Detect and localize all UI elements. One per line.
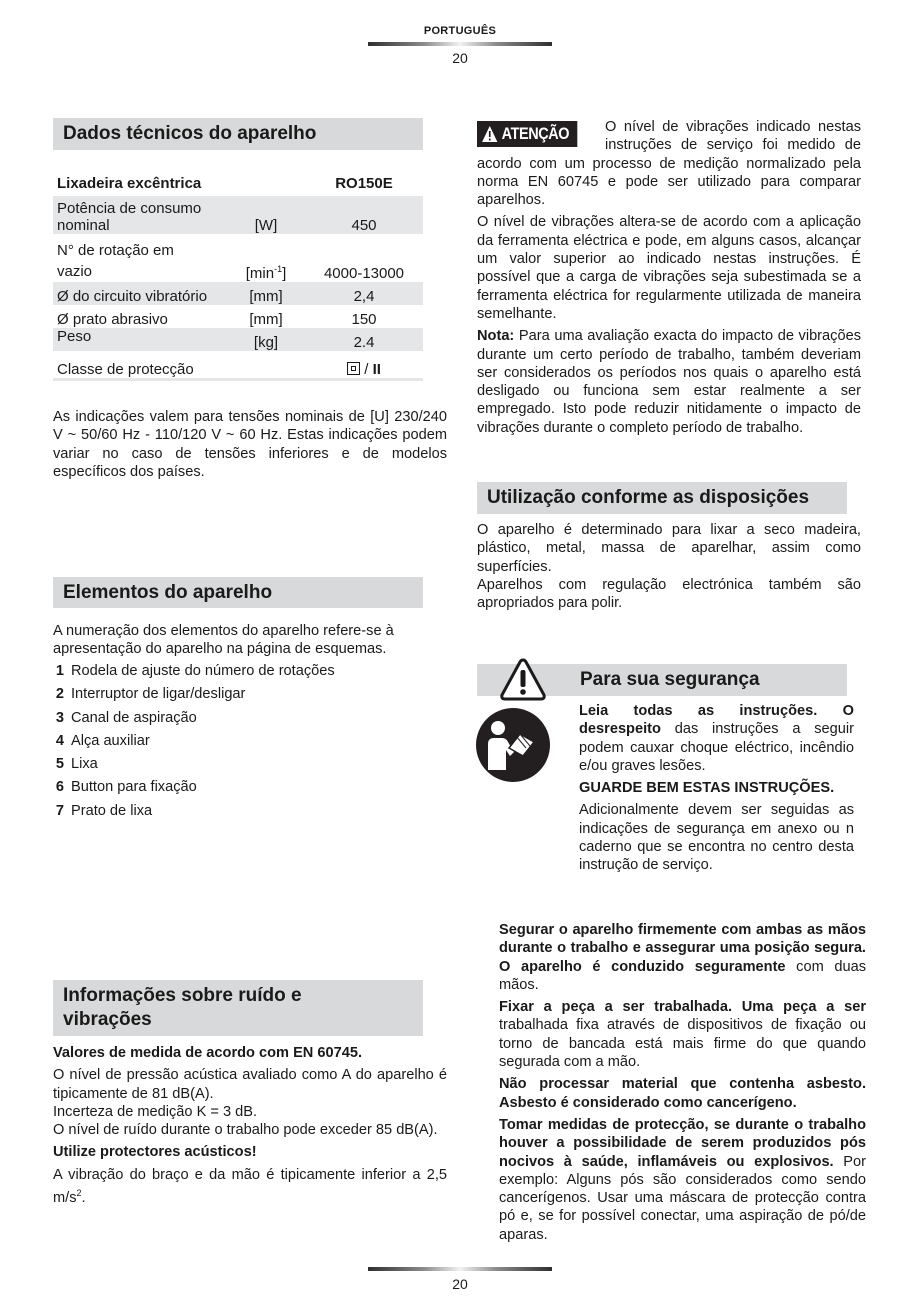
safety-intro (579, 702, 854, 879)
attention-badge: ATENÇÃO (477, 121, 577, 147)
warning-triangle-icon (498, 657, 548, 703)
attention-text-2: O nível de vibrações altera-se de acordo com a aplicação da ferramenta eléctrica e pode, em alguns casos, alcançar um valor superior ao indicado nestas instruções. É possível que a carga de vibrações seja subestimada se a ferramenta eléctrica for regularmente utilizada de maneira semelhante. (477, 214, 861, 322)
product-label: Lixadeira excêntrica (57, 174, 202, 192)
additional-safety-text: Adicionalmente devem ser seguidas as indicações de segurança em anexo ou n caderno que se encontra no centro desta instrução de serviço. (579, 802, 854, 874)
list-item: 5 Lixa (55, 756, 98, 773)
section-title-safety: Para sua segurança (477, 664, 847, 696)
attention-text-1: O nível de vibrações indicado nestas instruções de serviço foi medido de acordo com um processo de medição normalizado pela norma EN 60745 e pode ser utilizado para comparar aparelhos. (477, 119, 861, 209)
tech-data-table (53, 170, 423, 381)
attention-nota: Nota: Para uma avaliação exacta do impacto de vibrações durante um certo período de trabalho, também deveriam ser considerados os períodos nos quais o aparelho está desligado ou funciona sem estar realmente a ser empregado. Isto pode reduzir nitidamente o impacto de vibrações durante o completo período de trabalho. (477, 328, 861, 436)
footer-page-number: 20 (452, 1276, 468, 1292)
voltage-note: As indicações valem para tensões nominais de [U] 230/240 V ~ 50/60 Hz - 110/120 V ~ 60 Hz. Estas indicações podem variar no caso de tensões inferiores e de modelos específicos dos países. (53, 409, 447, 480)
section-title-intended-use: Utilização conforme as disposições (477, 482, 847, 514)
safety-rule: Não processar material que contenha asbesto. Asbesto é considerado como cancerígeno. (499, 1076, 866, 1111)
noise-uncertainty-text: Incerteza de medição K = 3 dB. (53, 1103, 258, 1120)
language-label: PORTUGUÊS (423, 25, 497, 37)
elements-list (46, 660, 335, 823)
list-item: 1 Rodela de ajuste do número de rotações (55, 663, 335, 679)
safety-rules (499, 921, 866, 1248)
attention-block (477, 118, 861, 441)
noise-section-body (53, 1044, 447, 1211)
spec-row-power: Potência de consumo nominal [W] 450 (53, 196, 423, 234)
elements-intro: A numeração dos elementos do aparelho refere-se à apresentação do aparelho na página de esquemas. (53, 623, 394, 658)
noise-subtitle: Valores de medida de acordo com EN 60745. (53, 1045, 363, 1061)
spec-row-pad: Ø prato abrasivo [mm] 150 (57, 311, 377, 328)
list-item: 4 Alça auxiliar (55, 732, 150, 749)
vibration-text: A vibração do braço e da mão é tipicamente inferior a 2,5 $m/s^2$. (53, 1166, 447, 1206)
spec-row-weight: Peso [kg] 2.4 (53, 328, 423, 351)
list-item: 3 Canal de aspiração (55, 709, 197, 726)
spec-row-orbit: Ø do circuito vibratório [mm] 2,4 (53, 282, 423, 305)
section-title-noise: Informações sobre ruído e vibrações (53, 980, 423, 1036)
safety-rule: Segurar o aparelho firmemente com ambas as mãos durante o trabalho e assegurar uma posição segura. O aparelho é conduzido seguramente com duas mãos. (499, 922, 867, 993)
read-instructions-text: Leia todas as instruções. O desrespeito das instruções a seguir podem cauxar choque eléctrico, incêndio e/ou graves lesões. (579, 703, 854, 774)
spec-row-protection-class: Classe de protecção / II (53, 351, 423, 380)
list-item: 7 Prato de lixa (55, 802, 153, 819)
noise-pressure-text: O nível de pressão acústica avaliado como A do aparelho é tipicamente de 81 dB(A). (53, 1067, 447, 1102)
footer-divider (368, 1267, 552, 1271)
keep-instructions-text: GUARDE BEM ESTAS INSTRUÇÕES. (579, 780, 835, 797)
header-page-number: 20 (452, 50, 468, 66)
list-item: 6 Button para fixação (55, 779, 197, 796)
read-manual-icon (476, 708, 550, 782)
spec-row-speed: N° de rotação em vazio $[\min^{-1}]$ 4000-13000 (57, 242, 405, 282)
warning-triangle-icon (481, 125, 498, 143)
intended-use-body: O aparelho é determinado para lixar a seco madeira, plástico, metal, massa de aparelhar, assim como superfícies. Aparelhos com regulação electrónica também são apropriados para polir. (477, 522, 861, 612)
ear-protection-warning: Utilize protectores acústicos! (53, 1144, 257, 1161)
safety-rule: Tomar medidas de protecção, se durante o trabalho houver a possibilidade de serem produzidos pós nocivos à saúde, inflamáveis ou explosivos. Por exemplo: Alguns pós são considerados como sendo cancerígenos. Usar uma máscara de protecção contra pó e, se for possível conectar, uma aspiração de pó/de aparas. (499, 1116, 866, 1243)
header-divider (368, 42, 552, 46)
model-label: RO150E (335, 174, 393, 192)
section-title-tech-data: Dados técnicos do aparelho (53, 118, 423, 150)
safety-rule: Fixar a peça a ser trabalhada. Uma peça a ser trabalhada fixa através de dispositivos de fixação ou torno de bancada está mais firme do que quando segurada com a mão. (499, 999, 866, 1071)
section-title-elements: Elementos do aparelho (53, 577, 423, 608)
list-item: 2 Interruptor de ligar/desligar (55, 686, 246, 703)
noise-exceed-text: O nível de ruído durante o trabalho pode exceder 85 dB(A). (53, 1122, 438, 1139)
double-insulation-icon (347, 362, 360, 375)
